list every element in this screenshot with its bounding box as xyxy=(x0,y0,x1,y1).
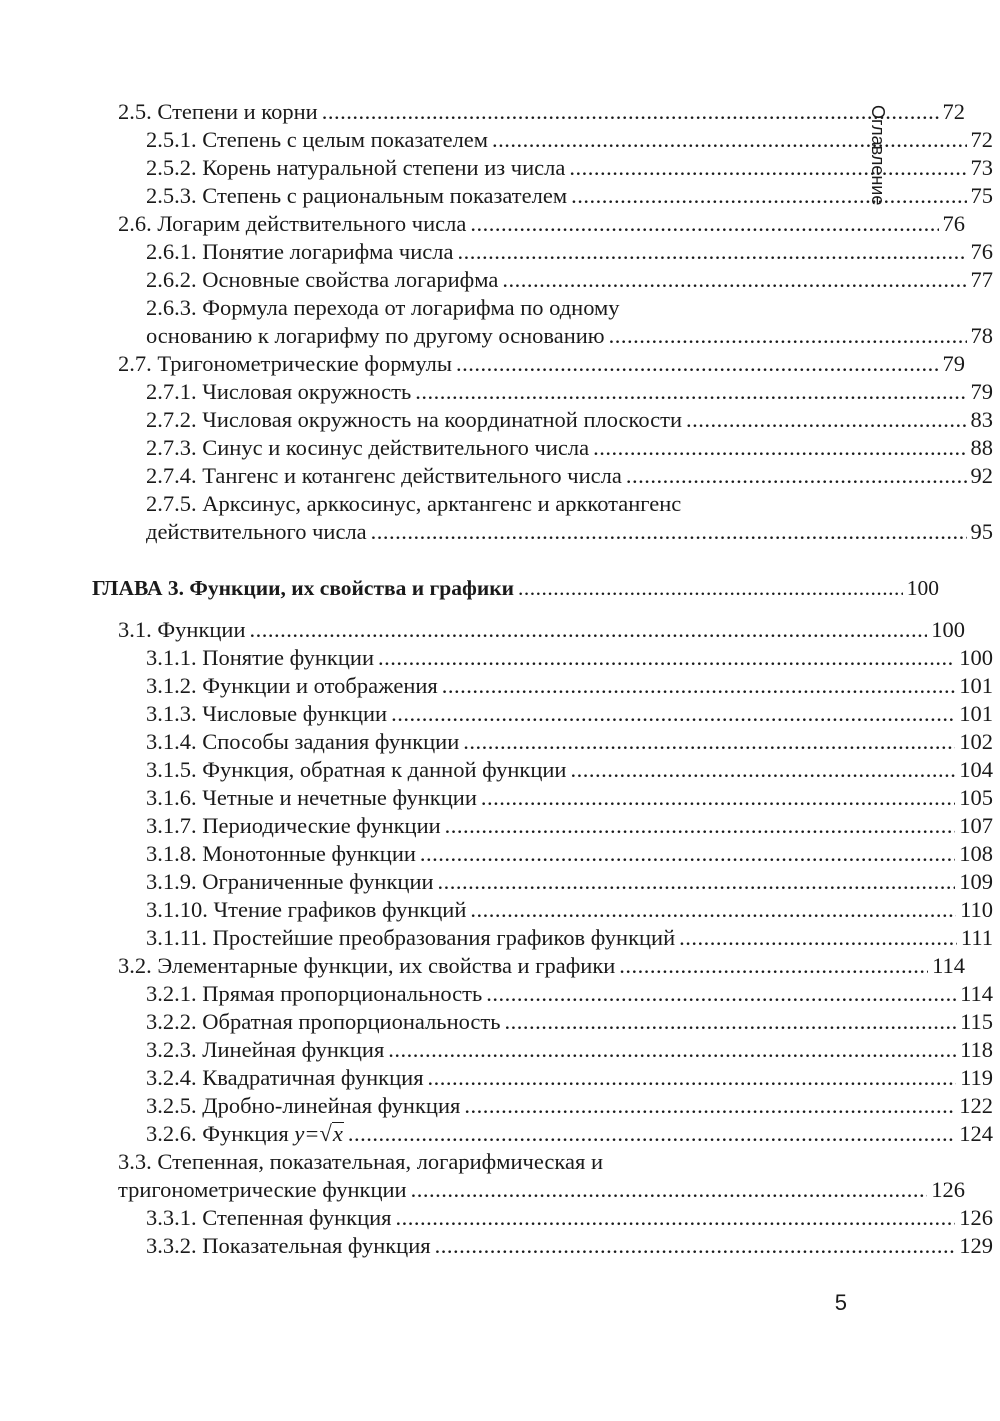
toc-entry: 2.7.1. Числовая окружность ..... 79 xyxy=(0,378,993,406)
toc-entry: 3.1.7. Периодические функции ..... 107 xyxy=(0,812,993,840)
toc-entry: 3.1.9. Ограниченные функции ..... 109 xyxy=(0,868,993,896)
toc-entry: 2.7.5. Арксинус, арккосинус, арктангенс и арккотангенс xyxy=(146,491,682,516)
toc-entry: 3.1.8. Монотонные функции ..... 108 xyxy=(0,840,993,868)
toc-entry: 2.5.2. Корень натуральной степени из числа ..... 73 xyxy=(0,154,993,182)
toc-entry: 3.1.2. Функции и отображения ..... 101 xyxy=(0,672,993,700)
toc-entry: 3.1.5. Функция, обратная к данной функции ..... 104 xyxy=(0,756,993,784)
toc-entry: 3.1.1. Понятие функции ..... 100 xyxy=(0,644,993,672)
chapter-heading: ГЛАВА 3. Функции, их свойства и графики ..... 100 xyxy=(0,574,939,602)
toc-entry: тригонометрические функции ..... 126 xyxy=(0,1176,965,1204)
toc-entry: 2.7.2. Числовая окружность на координатной плоскости ..... 83 xyxy=(0,406,993,434)
toc-entry: 2.5. Степени и корни ..... 72 xyxy=(0,98,965,126)
toc-entry: 2.6.2. Основные свойства логарифма ..... 77 xyxy=(0,266,993,294)
toc-entry: 2.7.3. Синус и косинус действительного числа ..... 88 xyxy=(0,434,993,462)
toc-entry: 3.2.4. Квадратичная функция ..... 119 xyxy=(0,1064,993,1092)
toc-entry: 3.1. Функции ..... 100 xyxy=(0,616,965,644)
toc-entry: 3.2.3. Линейная функция ..... 118 xyxy=(0,1036,993,1064)
formula-lhs: y= xyxy=(294,1121,320,1146)
formula-radicand: x xyxy=(332,1121,343,1146)
toc-entry: 2.5.1. Степень с целым показателем ..... 72 xyxy=(0,126,993,154)
toc-entry: 3.1.3. Числовые функции ..... 101 xyxy=(0,700,993,728)
toc-entry: 3.3.1. Степенная функция ..... 126 xyxy=(0,1204,993,1232)
toc-entry: 2.6.1. Понятие логарифма числа ..... 76 xyxy=(0,238,993,266)
toc-entry: 2.6. Логарим действительного числа ..... 76 xyxy=(0,210,965,238)
toc-entry: основанию к логарифму по другому основанию ..... 78 xyxy=(0,322,993,350)
toc-entry: 3.2.6. Функция y=√x ..... 124 xyxy=(0,1120,993,1148)
toc-entry: 3.2.5. Дробно-линейная функция ..... 122 xyxy=(0,1092,993,1120)
toc-entry: 3.2.2. Обратная пропорциональность ..... 115 xyxy=(0,1008,993,1036)
toc-entry: действительного числа ..... 95 xyxy=(0,518,993,546)
entry-title: 3.2.6. Функция xyxy=(146,1121,295,1146)
toc-entry: 3.3. Степенная, показательная, логарифмическая и xyxy=(118,1149,603,1174)
toc-entry: 2.7.4. Тангенс и котангенс действительного числа ..... 92 xyxy=(0,462,993,490)
sqrt-icon: √ xyxy=(319,1121,332,1146)
toc-entry: 3.1.10. Чтение графиков функций ..... 110 xyxy=(0,896,993,924)
toc-entry: 2.7. Тригонометрические формулы ..... 79 xyxy=(0,350,965,378)
running-header: Оглавление xyxy=(868,105,888,206)
toc-entry: 3.2.1. Прямая пропорциональность ..... 114 xyxy=(0,980,993,1008)
toc-entry: 3.2. Элементарные функции, их свойства и графики ..... 114 xyxy=(0,952,965,980)
page-number: 5 xyxy=(834,1290,847,1315)
toc-entry: 3.1.4. Способы задания функции ..... 102 xyxy=(0,728,993,756)
toc-entry: 2.5.3. Степень с рациональным показателем ..... 75 xyxy=(0,182,993,210)
toc-entry: 3.1.6. Четные и нечетные функции ..... 105 xyxy=(0,784,993,812)
toc-entry: 3.1.11. Простейшие преобразования графиков функций ..... 111 xyxy=(0,924,993,952)
toc-entry: 3.3.2. Показательная функция ..... 129 xyxy=(0,1232,993,1260)
toc-entry: 2.6.3. Формула перехода от логарифма по одному xyxy=(146,295,620,320)
